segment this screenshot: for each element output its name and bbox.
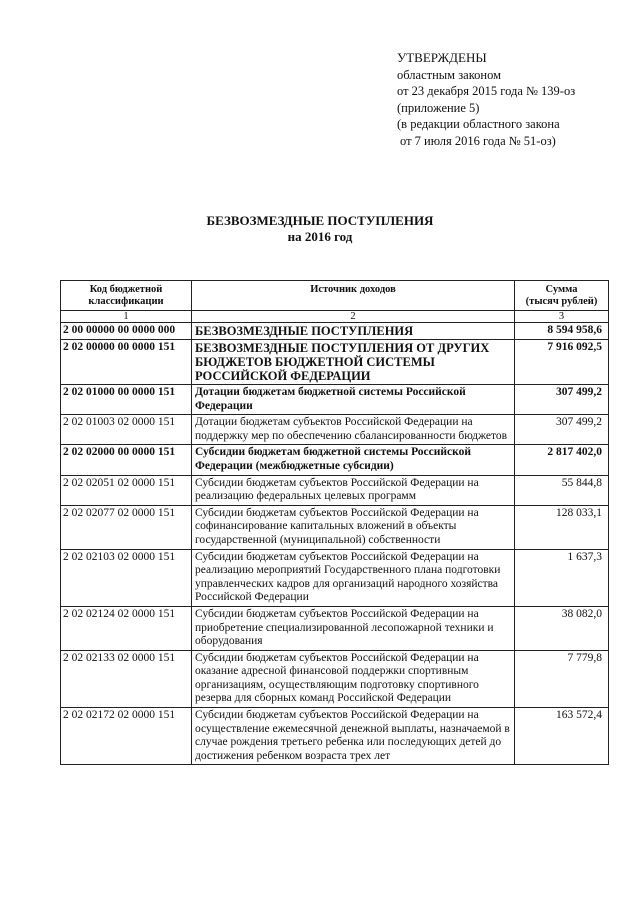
sum-cell: 128 033,1 bbox=[515, 505, 609, 549]
code-cell: 2 02 02051 02 0000 151 bbox=[61, 475, 192, 505]
code-cell: 2 00 00000 00 0000 000 bbox=[61, 323, 192, 340]
sum-cell: 55 844,8 bbox=[515, 475, 609, 505]
table-row bbox=[61, 505, 609, 549]
source-cell: Субсидии бюджетам субъектов Российской Федерации на реализацию федеральных целевых программ bbox=[192, 475, 515, 505]
table-row bbox=[61, 475, 609, 505]
table-row bbox=[61, 650, 609, 707]
sum-cell: 38 082,0 bbox=[515, 606, 609, 650]
table-header-row bbox=[61, 281, 609, 311]
code-cell: 2 02 00000 00 0000 151 bbox=[61, 340, 192, 385]
column-number: 3 bbox=[515, 311, 609, 323]
column-number: 2 bbox=[192, 311, 515, 323]
table-row bbox=[61, 708, 609, 765]
table-row bbox=[61, 340, 609, 385]
header-source: Источник доходов bbox=[192, 281, 515, 311]
document-subtitle: на 2016 год bbox=[287, 229, 353, 244]
source-cell: Субсидии бюджетам субъектов Российской Федерации на осуществление ежемесячной денежной выплаты, назначаемой в случае рождения третьего ребенка или последующих детей до достижения ребенком возраста трех лет bbox=[192, 708, 515, 765]
approval-line: (приложение 5) bbox=[397, 100, 480, 115]
document-heading bbox=[0, 213, 640, 245]
source-cell: Субсидии бюджетам субъектов Российской Федерации на приобретение специализированной лесопожарной техники и оборудования bbox=[192, 606, 515, 650]
header-sum bbox=[515, 281, 609, 311]
approval-line: от 23 декабря 2015 года № 139-оз bbox=[397, 84, 576, 98]
approval-line: от 7 июля 2016 года № 51-оз) bbox=[400, 133, 556, 148]
sum-cell: 307 499,2 bbox=[515, 415, 609, 445]
table-row bbox=[61, 385, 609, 415]
revenue-table bbox=[60, 280, 609, 765]
sum-cell: 7 779,8 bbox=[515, 650, 609, 707]
code-cell: 2 02 02133 02 0000 151 bbox=[61, 650, 192, 707]
approval-line: (в редакции областного закона bbox=[397, 117, 560, 131]
column-number-row bbox=[61, 311, 609, 323]
source-cell: Субсидии бюджетам субъектов Российской Федерации на реализацию мероприятий Государственного плана подготовки управленческих кадров для организаций народного хозяйства Российской Федерации bbox=[192, 549, 515, 606]
column-number: 1 bbox=[61, 311, 192, 323]
approval-title: УТВЕРЖДЕНЫ bbox=[397, 50, 487, 65]
header-sum-unit: (тысяч рублей) bbox=[525, 296, 598, 307]
source-cell: Субсидии бюджетам бюджетной системы Российской Федерации (межбюджетные субсидии) bbox=[192, 445, 515, 475]
table-row bbox=[61, 445, 609, 475]
source-cell: Дотации бюджетам бюджетной системы Российской Федерации bbox=[192, 385, 515, 415]
header-sum-title: Сумма bbox=[545, 284, 578, 295]
table-body bbox=[61, 323, 609, 765]
document-title: БЕЗВОЗМЕЗДНЫЕ ПОСТУПЛЕНИЯ bbox=[206, 213, 434, 228]
code-cell: 2 02 01003 02 0000 151 bbox=[61, 415, 192, 445]
source-cell: Субсидии бюджетам субъектов Российской Федерации на оказание адресной финансовой поддержки спортивным организациям, осуществляющим подготовку спортивного резерва для сборных команд Российской Федерации bbox=[192, 650, 515, 707]
sum-cell: 2 817 402,0 bbox=[515, 445, 609, 475]
sum-cell: 8 594 958,6 bbox=[515, 323, 609, 340]
code-cell: 2 02 01000 00 0000 151 bbox=[61, 385, 192, 415]
code-cell: 2 02 02000 00 0000 151 bbox=[61, 445, 192, 475]
source-cell: БЕЗВОЗМЕЗДНЫЕ ПОСТУПЛЕНИЯ ОТ ДРУГИХ БЮДЖЕТОВ БЮДЖЕТНОЙ СИСТЕМЫ РОССИЙСКОЙ ФЕДЕРАЦИИ bbox=[192, 340, 515, 385]
code-cell: 2 02 02103 02 0000 151 bbox=[61, 549, 192, 606]
sum-cell: 307 499,2 bbox=[515, 385, 609, 415]
table-row bbox=[61, 415, 609, 445]
code-cell: 2 02 02077 02 0000 151 bbox=[61, 505, 192, 549]
approval-line: областным законом bbox=[397, 67, 502, 82]
code-cell: 2 02 02172 02 0000 151 bbox=[61, 708, 192, 765]
source-cell: Субсидии бюджетам субъектов Российской Федерации на софинансирование капитальных вложений в объекты государственной (муниципальной) собственности bbox=[192, 505, 515, 549]
table-row bbox=[61, 549, 609, 606]
source-cell: БЕЗВОЗМЕЗДНЫЕ ПОСТУПЛЕНИЯ bbox=[192, 323, 515, 340]
approval-stamp bbox=[397, 50, 575, 149]
sum-cell: 163 572,4 bbox=[515, 708, 609, 765]
table-row bbox=[61, 323, 609, 340]
table-row bbox=[61, 606, 609, 650]
header-code: Код бюджетной классификации bbox=[61, 281, 192, 311]
source-cell: Дотации бюджетам субъектов Российской Федерации на поддержку мер по обеспечению сбалансированности бюджетов bbox=[192, 415, 515, 445]
code-cell: 2 02 02124 02 0000 151 bbox=[61, 606, 192, 650]
sum-cell: 7 916 092,5 bbox=[515, 340, 609, 385]
sum-cell: 1 637,3 bbox=[515, 549, 609, 606]
